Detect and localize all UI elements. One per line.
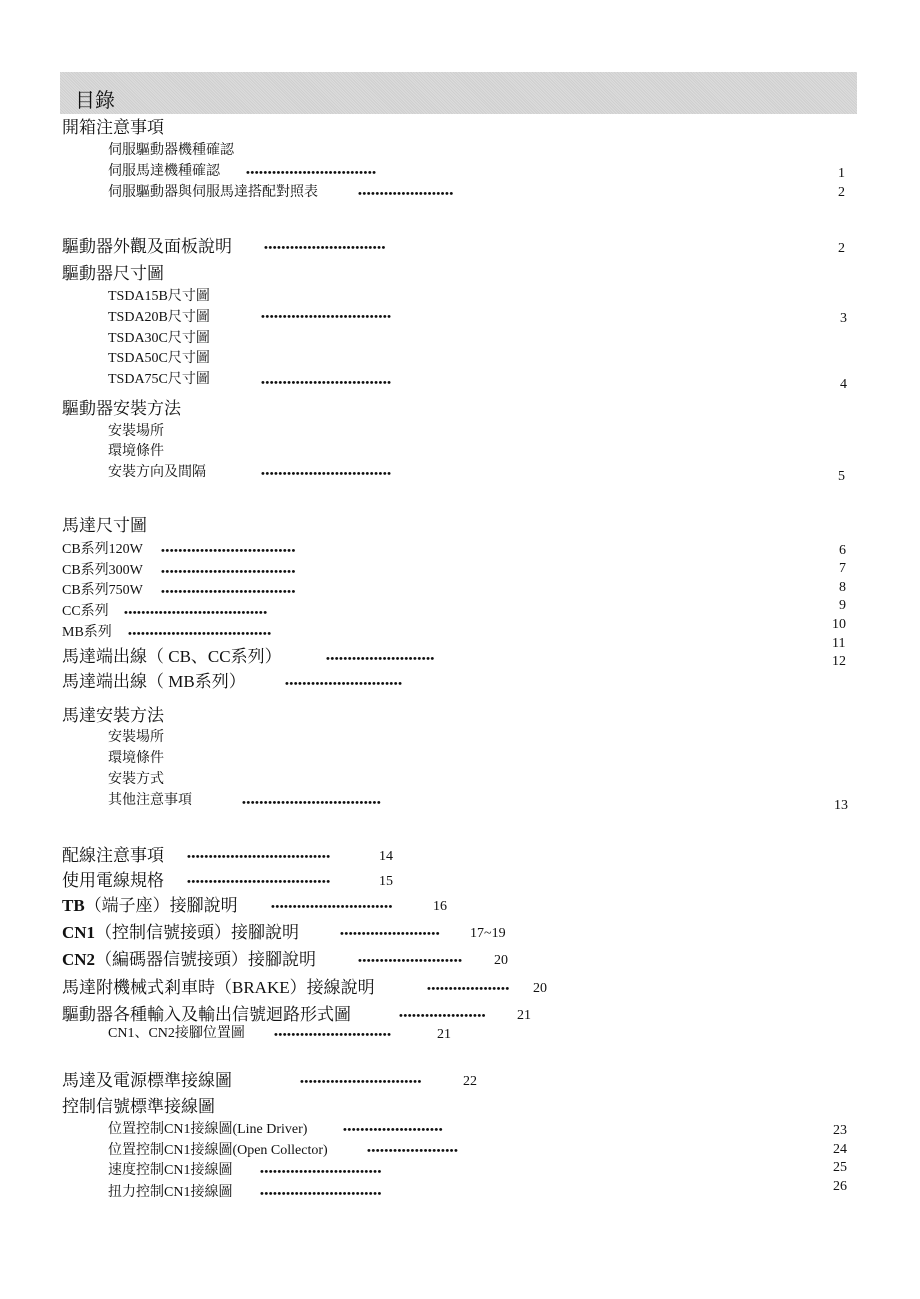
leader-dots: •••••••••••••••••••••	[367, 1145, 459, 1157]
leader-dots: •••••••••••••••••••••••••••••••	[161, 586, 296, 598]
toc-item: 環境條件	[108, 444, 164, 459]
toc-item: 位置控制CN1接線圖(Line Driver)	[108, 1122, 308, 1137]
page-number: 25	[833, 1160, 847, 1175]
page-number: 2	[838, 241, 845, 256]
page-number: 21	[437, 1027, 451, 1042]
leader-dots: ••••••••••••••••••••••••••••	[260, 1166, 382, 1178]
page-number: 9	[839, 598, 846, 613]
page-number: 21	[517, 1008, 531, 1023]
page-number: 5	[838, 469, 845, 484]
toc-item: 速度控制CN1接線圖	[108, 1163, 233, 1178]
toc-item: 伺服馬達機種確認	[108, 164, 220, 179]
leader-dots: •••••••••••••••••••••••••••••••••	[128, 628, 272, 640]
toc-entry-io-circuits: 驅動器各種輸入及輸出信號迴路形式圖	[62, 1005, 351, 1024]
section-power-wiring-title: 馬達及電源標準接線圖	[62, 1071, 232, 1090]
leader-dots: •••••••••••••••••••••••••••••••	[161, 566, 296, 578]
leader-dots: •••••••••••••••••••••••••	[326, 653, 435, 665]
page-number: 17~19	[470, 926, 506, 941]
toc-item: 伺服驅動器機種確認	[108, 143, 234, 158]
leader-dots: ••••••••••••••••••••••••	[358, 955, 463, 967]
leader-dots: ••••••••••••••••••••••••••••••	[246, 167, 377, 179]
toc-item: CN1、CN2接腳位置圖	[108, 1026, 245, 1041]
toc-item: 安裝方式	[108, 772, 164, 787]
toc-item: CC系列	[62, 604, 109, 619]
leader-dots: •••••••••••••••••••••••••••••••••	[187, 851, 331, 863]
toc-item: CB系列750W	[62, 583, 143, 598]
section-control-wiring-title: 控制信號標準接線圖	[62, 1097, 215, 1116]
toc-item: 馬達端出線（ MB系列）	[62, 672, 246, 691]
leader-dots: •••••••••••••••••••	[427, 983, 510, 995]
section-motor-install-title: 馬達安裝方法	[62, 706, 164, 725]
leader-dots: ••••••••••••••••••••••	[358, 188, 454, 200]
toc-item: 安裝方向及間隔	[108, 465, 206, 480]
leader-dots: ••••••••••••••••••••••••••••	[271, 901, 393, 913]
page-number: 16	[433, 899, 447, 914]
toc-item: MB系列	[62, 625, 112, 640]
section-dimension-title: 驅動器尺寸圖	[62, 264, 164, 283]
page-number: 8	[839, 580, 846, 595]
toc-item: CB系列120W	[62, 542, 143, 557]
page-number: 3	[840, 311, 847, 326]
leader-dots: •••••••••••••••••••••••••••	[285, 678, 403, 690]
toc-title: 目錄	[75, 90, 115, 112]
toc-item: 其他注意事項	[108, 793, 192, 808]
leader-dots: ••••••••••••••••••••••••••••	[260, 1188, 382, 1200]
page-number: 20	[533, 981, 547, 996]
toc-entry-cn1-pins: CN1（控制信號接頭）接腳說明	[62, 923, 300, 942]
toc-item: 位置控制CN1接線圖(Open Collector)	[108, 1143, 328, 1158]
leader-dots: ••••••••••••••••••••••••••••••	[261, 377, 392, 389]
leader-dots: ••••••••••••••••••••••••••••	[264, 242, 386, 254]
leader-dots: ••••••••••••••••••••••••••••••••	[242, 797, 382, 809]
toc-entry-tb-pins: TB（端子座）接腳說明	[62, 896, 238, 915]
page-number: 15	[379, 874, 393, 889]
leader-dots: ••••••••••••••••••••••••••••••	[261, 311, 392, 323]
page-number: 7	[839, 561, 846, 576]
leader-dots: •••••••••••••••••••••••••••••••••	[187, 876, 331, 888]
page-number: 13	[834, 798, 848, 813]
section-motor-dimension-title: 馬達尺寸圖	[62, 516, 147, 535]
toc-item: 扭力控制CN1接線圖	[108, 1185, 233, 1200]
page-number: 26	[833, 1179, 847, 1194]
toc-item: TSDA30C尺寸圖	[108, 331, 210, 346]
toc-header-bar	[60, 72, 857, 114]
page-number: 4	[840, 377, 847, 392]
toc-item: 伺服驅動器與伺服馬達搭配對照表	[108, 185, 318, 200]
page-number: 20	[494, 953, 508, 968]
toc-entry-cn2-pins: CN2（編碼器信號接頭）接腳說明	[62, 950, 317, 969]
leader-dots: •••••••••••••••••••••••••••••••••	[124, 607, 268, 619]
page-number: 23	[833, 1123, 847, 1138]
page-number: 14	[379, 849, 393, 864]
leader-dots: •••••••••••••••••••••••	[343, 1124, 444, 1136]
leader-dots: •••••••••••••••••••••••••••••••	[161, 545, 296, 557]
page-number: 6	[839, 543, 846, 558]
leader-dots: •••••••••••••••••••••••	[340, 928, 441, 940]
toc-entry-wire-spec: 使用電線規格	[62, 871, 164, 890]
toc-item: 馬達端出線（ CB、CC系列）	[62, 647, 282, 666]
leader-dots: ••••••••••••••••••••	[399, 1010, 487, 1022]
page-number: 22	[463, 1074, 477, 1089]
toc-item: TSDA15B尺寸圖	[108, 289, 210, 304]
toc-item: TSDA20B尺寸圖	[108, 310, 210, 325]
leader-dots: ••••••••••••••••••••••••••••••	[261, 468, 392, 480]
toc-entry-wiring-notes: 配線注意事項	[62, 846, 164, 865]
leader-dots: ••••••••••••••••••••••••••••	[300, 1076, 422, 1088]
toc-item: 環境條件	[108, 751, 164, 766]
toc-item: 安裝場所	[108, 730, 164, 745]
page-number: 24	[833, 1142, 847, 1157]
page-number: 10	[832, 617, 846, 632]
toc-entry-brake-wiring: 馬達附機械式剎車時（BRAKE）接線說明	[62, 978, 375, 997]
toc-item: TSDA75C尺寸圖	[108, 372, 210, 387]
page-number: 2	[838, 185, 845, 200]
toc-item: 安裝場所	[108, 424, 164, 439]
leader-dots: •••••••••••••••••••••••••••	[274, 1029, 392, 1041]
page-number: 1	[838, 166, 845, 181]
page-number: 12	[832, 654, 846, 669]
section-unboxing-title: 開箱注意事項	[62, 118, 164, 137]
toc-item: CB系列300W	[62, 563, 143, 578]
page-number: 11	[832, 636, 846, 651]
section-appearance-title: 驅動器外觀及面板說明	[62, 237, 232, 256]
toc-item: TSDA50C尺寸圖	[108, 351, 210, 366]
section-driver-install-title: 驅動器安裝方法	[62, 399, 181, 418]
